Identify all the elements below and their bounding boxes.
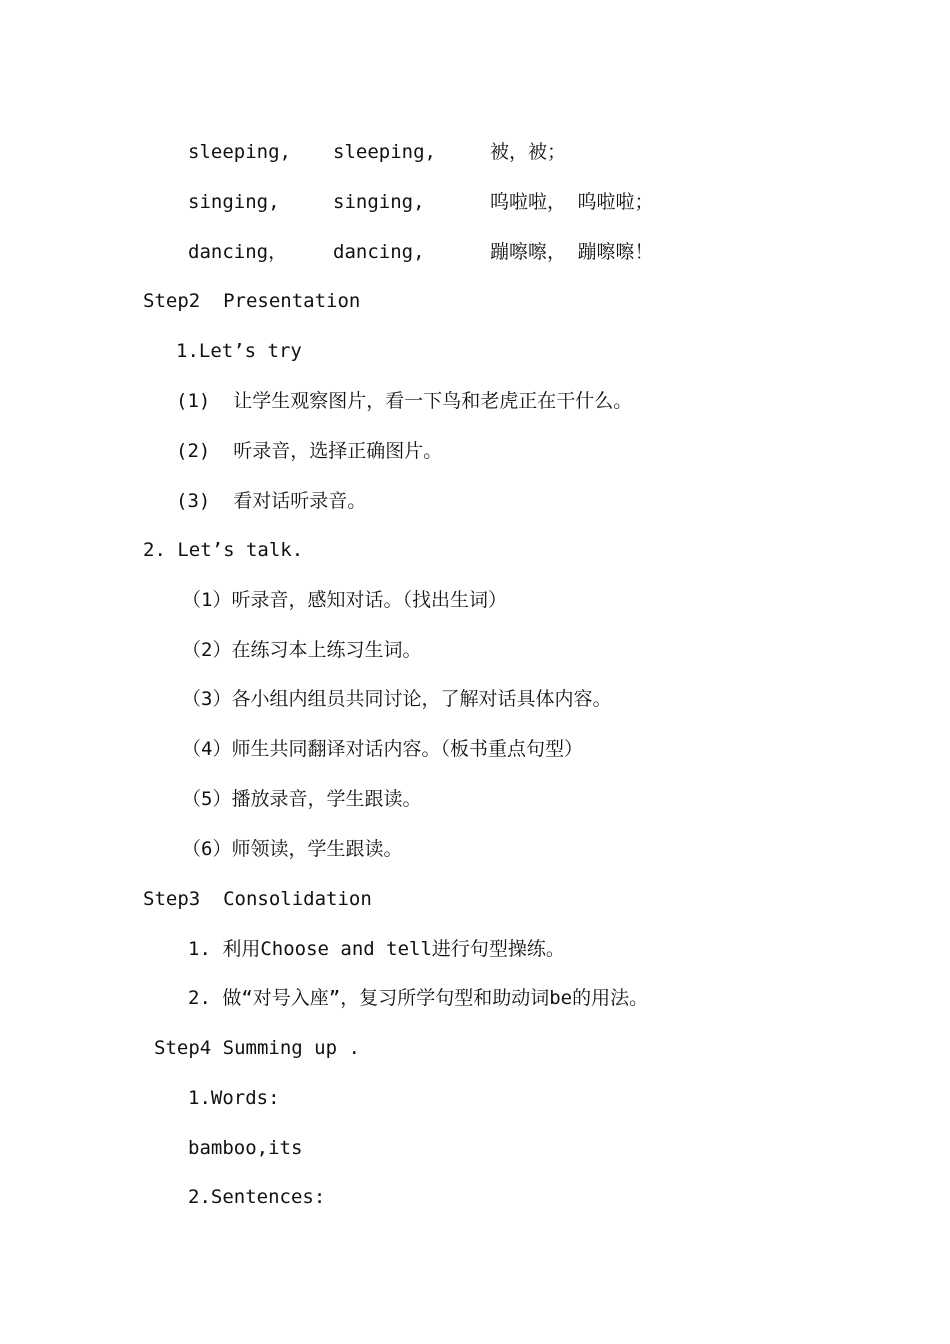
- lets-talk-item: （5）播放录音，学生跟读。: [182, 788, 422, 810]
- lets-try-item: (2) 听录音，选择正确图片。: [176, 440, 443, 462]
- step3-item: 2. 做“对号入座”，复习所学句型和助动词be的用法。: [188, 987, 649, 1009]
- words-title: 1.Words:: [188, 1087, 280, 1109]
- step4-heading: Step4 Summing up .: [154, 1037, 360, 1059]
- sentences-title: 2.Sentences:: [188, 1186, 326, 1208]
- lets-talk-item: （6）师领读，学生跟读。: [182, 838, 403, 860]
- lets-talk-item: （2）在练习本上练习生词。: [182, 639, 422, 661]
- step3-item: 1. 利用Choose and tell进行句型操练。: [188, 938, 565, 960]
- lets-talk-item: （4）师生共同翻译对话内容。（板书重点句型）: [182, 738, 583, 760]
- lets-try-title: 1.Let’s try: [176, 340, 302, 362]
- words-list: bamboo,its: [188, 1137, 303, 1159]
- chant-word: dancing,: [333, 241, 425, 263]
- lets-try-item: (1) 让学生观察图片，看一下鸟和老虎正在干什么。: [176, 390, 633, 412]
- step3-heading: Step3 Consolidation: [143, 888, 372, 910]
- chant-word: sleeping,: [333, 141, 436, 163]
- chant-sound: 被，被；: [490, 141, 567, 163]
- chant-word: singing,: [333, 191, 425, 213]
- step2-heading: Step2 Presentation: [143, 290, 361, 312]
- chant-sound: 呜啦啦， 呜啦啦；: [490, 191, 654, 213]
- chant-sound: 蹦嚓嚓， 蹦嚓嚓！: [490, 241, 654, 263]
- chant-word: sleeping,: [188, 141, 291, 163]
- chant-word: dancing，: [188, 241, 288, 263]
- lets-talk-item: （3）各小组内组员共同讨论，了解对话具体内容。: [182, 688, 612, 710]
- lets-talk-item: （1）听录音，感知对话。（找出生词）: [182, 589, 507, 611]
- lets-try-item: (3) 看对话听录音。: [176, 490, 367, 512]
- lets-talk-title: 2. Let’s talk.: [143, 539, 304, 561]
- chant-word: singing,: [188, 191, 280, 213]
